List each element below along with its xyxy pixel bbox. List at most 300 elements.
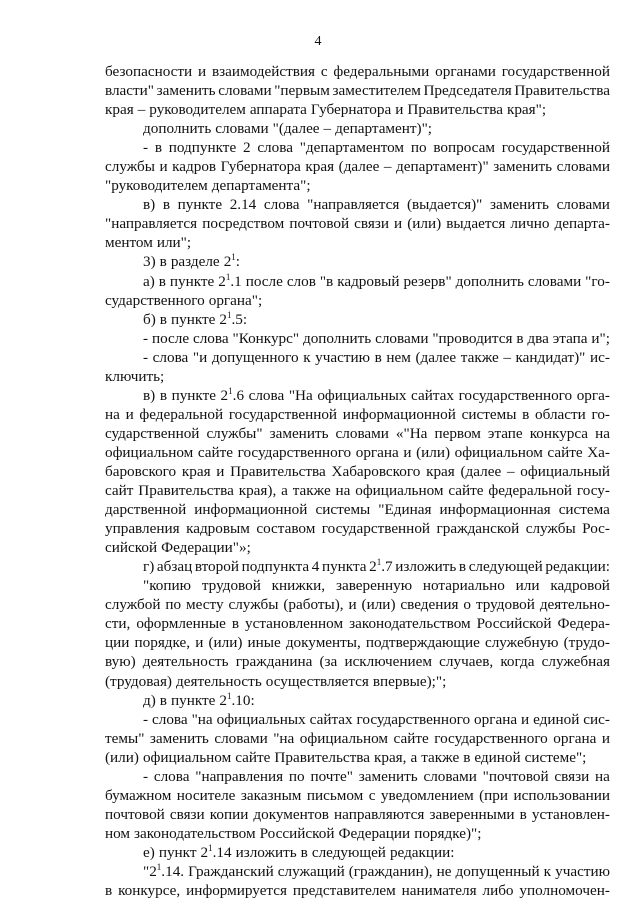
word: Федерации xyxy=(338,824,411,842)
word: в xyxy=(231,615,240,633)
text-line xyxy=(105,710,610,729)
word: участию xyxy=(315,348,370,366)
word: представителем xyxy=(292,882,396,900)
word: установленном xyxy=(245,615,344,633)
word: пункт xyxy=(158,843,197,861)
word: носителе xyxy=(176,786,236,804)
word: нотариально xyxy=(422,577,505,595)
document-body xyxy=(105,62,610,900)
text-line xyxy=(105,119,610,138)
word: - xyxy=(143,710,149,728)
word: ном xyxy=(105,824,131,842)
word: департамент)"; xyxy=(335,120,433,138)
word: $2^1.7$ xyxy=(369,557,393,576)
word: посредством xyxy=(202,215,285,233)
word: редакции: xyxy=(389,843,455,861)
word: в xyxy=(154,139,162,157)
word: государственной xyxy=(501,63,610,80)
word: пункте xyxy=(170,310,216,328)
word: на xyxy=(105,405,120,423)
word: органа xyxy=(355,443,399,461)
word: Российской xyxy=(259,824,335,842)
word: сайте xyxy=(393,729,429,747)
word: направляются xyxy=(334,805,425,823)
word: заменить xyxy=(493,158,553,176)
word: $2^1.5$: xyxy=(219,309,248,328)
word: подтверждающие xyxy=(365,634,480,652)
word: словами xyxy=(335,424,389,442)
word: "в xyxy=(319,272,334,290)
word: с xyxy=(368,786,376,804)
word: гражданской xyxy=(436,520,520,538)
word: официальном xyxy=(105,443,194,461)
word: государственного xyxy=(356,710,471,728)
word: заказным xyxy=(240,786,302,804)
word: г) xyxy=(143,558,155,576)
word: (или) xyxy=(416,443,451,461)
word: сайте xyxy=(235,748,271,766)
word: также xyxy=(460,348,499,366)
word: в) xyxy=(143,386,156,404)
word: заменить xyxy=(269,424,329,442)
word: слова xyxy=(152,348,189,366)
word: трудовой xyxy=(475,596,535,614)
word: края xyxy=(181,462,211,480)
text-line xyxy=(105,519,610,538)
word: сударственного xyxy=(105,291,205,309)
word: в xyxy=(519,805,527,823)
word: после xyxy=(151,329,190,347)
word: пункта xyxy=(321,558,367,576)
word: в xyxy=(522,405,530,423)
word: не xyxy=(436,862,452,880)
word: информируется xyxy=(186,882,287,900)
word: абзац xyxy=(156,558,193,576)
word: "Конкурс" xyxy=(232,329,300,347)
word: информационной xyxy=(342,405,456,423)
word: управления xyxy=(105,520,180,538)
word: системы xyxy=(461,405,517,423)
word: $2^1.14$ xyxy=(200,842,232,861)
word: и xyxy=(348,596,357,614)
word: резерв" xyxy=(403,272,452,290)
word: департамент)" xyxy=(396,158,489,176)
word: на xyxy=(595,767,610,785)
word: законодательством xyxy=(349,615,471,633)
text-line xyxy=(105,348,610,367)
word: (работы), xyxy=(283,596,344,614)
word: составом xyxy=(256,520,316,538)
word: ис- xyxy=(589,348,610,366)
word: Ха- xyxy=(587,443,610,461)
word: заверенными xyxy=(429,805,515,823)
word: сайте xyxy=(197,443,234,461)
word: системе"; xyxy=(524,748,587,766)
word: пункте xyxy=(169,272,215,290)
word: Правительства xyxy=(138,482,234,500)
word: – xyxy=(383,158,392,176)
word: власти" xyxy=(105,82,154,100)
word: ключить; xyxy=(105,367,165,385)
word: б) xyxy=(143,310,156,328)
text-line xyxy=(105,595,610,614)
word: слова xyxy=(248,386,285,404)
text-line xyxy=(105,786,610,805)
word: области xyxy=(535,405,586,423)
word: органа xyxy=(553,729,597,747)
word: вопросам xyxy=(433,139,495,157)
word: ментом xyxy=(105,234,153,252)
word: случаев, xyxy=(439,653,494,671)
word: официальном xyxy=(142,748,232,766)
word: (или) xyxy=(105,748,139,766)
word: баровского xyxy=(105,462,177,480)
word: связи xyxy=(169,805,205,823)
word: в xyxy=(463,748,471,766)
text-line xyxy=(105,443,610,462)
word: деятельно- xyxy=(539,596,610,614)
word: словами xyxy=(375,329,429,347)
word: копии xyxy=(209,805,249,823)
text-line xyxy=(105,767,610,786)
word: участию xyxy=(555,862,610,880)
word: в) xyxy=(143,196,156,214)
word: федеральной xyxy=(139,405,224,423)
word: словами xyxy=(214,729,268,747)
word: 4 xyxy=(311,558,320,576)
text-line xyxy=(105,367,610,386)
word: почте" xyxy=(310,767,353,785)
word: порядке, xyxy=(134,634,191,652)
word: (выдается)" xyxy=(406,196,483,214)
text-line xyxy=(105,81,610,100)
word: официальных xyxy=(216,710,306,728)
word: сайте xyxy=(448,482,484,500)
word: (при xyxy=(479,786,509,804)
word: также xyxy=(421,748,460,766)
word: и xyxy=(216,462,225,480)
text-line xyxy=(105,614,610,633)
text-line xyxy=(105,310,610,329)
word: нанимателя xyxy=(401,882,477,900)
word: 2 xyxy=(242,139,251,157)
word: безопасности xyxy=(105,63,193,80)
word: на xyxy=(595,424,610,442)
word: словами xyxy=(527,272,582,290)
word: (трудовая) xyxy=(105,672,172,690)
word: деятельность xyxy=(176,672,262,690)
word: осуществляется xyxy=(265,672,369,690)
word: сти, xyxy=(105,615,131,633)
word: сайтах xyxy=(411,386,454,404)
word: го- xyxy=(591,405,610,423)
word: и"; xyxy=(591,329,610,347)
word: а xyxy=(281,482,288,500)
word: сайтах xyxy=(309,710,353,728)
word: края, xyxy=(373,748,407,766)
word: в xyxy=(159,386,167,404)
word: "го- xyxy=(585,272,610,290)
text-line xyxy=(105,62,610,81)
word: службы xyxy=(105,158,155,176)
word: департа- xyxy=(554,215,610,233)
word: Правительства xyxy=(274,748,370,766)
word: по xyxy=(410,139,427,157)
word: - xyxy=(143,767,149,785)
word: темы" xyxy=(105,729,145,747)
word: (трудо- xyxy=(563,634,610,652)
word: месту xyxy=(186,596,224,614)
word: (или) xyxy=(407,215,442,233)
word: документов xyxy=(253,805,329,823)
text-line xyxy=(105,805,610,824)
word: заменить xyxy=(156,82,216,100)
page-number: 4 xyxy=(314,34,322,49)
word: бумажном xyxy=(105,786,172,804)
text-line xyxy=(105,195,610,214)
word: официальном xyxy=(454,443,543,461)
word: государственного xyxy=(237,443,352,461)
word: дополнить xyxy=(302,329,372,347)
word: или xyxy=(515,577,540,595)
text-line xyxy=(105,557,610,576)
word: словами xyxy=(218,82,272,100)
word: "$2^1.14$. xyxy=(143,861,185,880)
text-line xyxy=(105,329,610,348)
text-line xyxy=(105,138,610,157)
word: сведения xyxy=(400,596,459,614)
word: следующей xyxy=(468,558,543,576)
text-line xyxy=(105,176,610,195)
word: (далее xyxy=(460,462,502,480)
word: дарственной xyxy=(105,501,187,519)
word: этапа xyxy=(552,329,588,347)
word: служебная xyxy=(541,653,610,671)
word: на xyxy=(335,482,351,500)
word: и xyxy=(394,215,403,233)
word: второй xyxy=(194,558,239,576)
word: впервые);"; xyxy=(372,672,447,690)
text-line xyxy=(105,214,610,233)
word: в xyxy=(162,196,171,214)
word: и xyxy=(601,729,610,747)
word: уведомлением xyxy=(380,786,474,804)
word: службы" xyxy=(206,424,263,442)
word: государственного xyxy=(458,386,573,404)
word: уполномочен- xyxy=(519,882,610,900)
word: гражданина xyxy=(235,653,313,671)
word: сийской xyxy=(105,539,158,557)
word: дополнить xyxy=(143,120,212,138)
word: слова xyxy=(257,139,293,157)
word: в xyxy=(159,691,167,709)
word: в xyxy=(159,253,167,271)
word: руководителем xyxy=(149,101,246,119)
word: оформленные xyxy=(136,615,226,633)
text-line xyxy=(105,157,610,176)
word: государственной xyxy=(501,139,610,157)
word: пункте xyxy=(171,386,216,404)
word: края"; xyxy=(506,101,547,119)
word: Правительства xyxy=(514,82,610,100)
text-line xyxy=(105,462,610,481)
text-line xyxy=(105,576,610,595)
word: деятельность xyxy=(142,653,229,671)
word: департамента"; xyxy=(211,177,311,195)
word: е) xyxy=(143,843,155,861)
word: – xyxy=(506,462,515,480)
word: письмом xyxy=(306,786,364,804)
word: в xyxy=(159,310,167,328)
text-line xyxy=(105,424,610,443)
word: порядке)"; xyxy=(414,824,482,842)
word: и xyxy=(403,443,412,461)
word: федеральными xyxy=(333,63,430,80)
word: словами xyxy=(423,767,477,785)
word: документы, xyxy=(285,634,361,652)
word: и xyxy=(195,634,204,652)
word: "на xyxy=(273,729,295,747)
word: связи xyxy=(554,767,590,785)
text-line xyxy=(105,862,610,881)
word: (или) xyxy=(208,634,243,652)
word: орга- xyxy=(576,386,610,404)
word: и xyxy=(395,101,404,119)
word: "департаментом xyxy=(299,139,405,157)
word: этапе xyxy=(487,424,523,442)
word: единой xyxy=(474,748,521,766)
word: вую) xyxy=(105,653,136,671)
text-line xyxy=(105,824,610,843)
text-line xyxy=(105,633,610,652)
word: словами xyxy=(215,120,269,138)
word: исключением xyxy=(344,653,433,671)
text-line xyxy=(105,252,610,271)
word: службы xyxy=(525,520,576,538)
word: Хабаровского xyxy=(331,462,421,480)
word: по xyxy=(165,596,182,614)
word: заверенную xyxy=(335,577,413,595)
text-line xyxy=(105,500,610,519)
word: почтовой xyxy=(105,805,165,823)
word: когда xyxy=(500,653,535,671)
word: службой xyxy=(105,596,161,614)
word: трудовой xyxy=(201,577,261,595)
word: служащий xyxy=(277,862,345,880)
word: кандидат)" xyxy=(515,348,586,366)
word: органами xyxy=(435,63,496,80)
word: официальный xyxy=(520,462,610,480)
word: по xyxy=(288,767,305,785)
word: иные xyxy=(247,634,281,652)
word: в xyxy=(458,558,467,576)
word: органа"; xyxy=(208,291,263,309)
word: единой xyxy=(533,710,580,728)
word: пункте xyxy=(170,691,216,709)
word: Рос- xyxy=(582,520,610,538)
text-line xyxy=(105,481,610,500)
word: подпункта xyxy=(241,558,310,576)
word: к xyxy=(303,348,311,366)
word: "проводится xyxy=(432,329,513,347)
word: в xyxy=(105,882,113,900)
text-line xyxy=(105,691,610,710)
word: нем xyxy=(386,348,411,366)
word: словами xyxy=(556,158,610,176)
word: после xyxy=(245,272,283,290)
word: системы xyxy=(315,501,371,519)
word: края xyxy=(426,462,455,480)
word: с xyxy=(320,63,328,80)
word: почтовой xyxy=(289,215,350,233)
word: взаимодействия xyxy=(211,63,316,80)
word: лично xyxy=(510,215,550,233)
word: д) xyxy=(143,691,156,709)
word: законодательством xyxy=(134,824,256,842)
word: либо xyxy=(482,882,514,900)
word: края xyxy=(305,158,335,176)
word: государственной xyxy=(228,405,338,423)
word: подпункте xyxy=(168,139,237,157)
word: госу- xyxy=(576,482,610,500)
text-line xyxy=(105,291,610,310)
word: разделе xyxy=(170,253,220,271)
word: и xyxy=(521,710,530,728)
word: Губернатора xyxy=(220,158,301,176)
word: также xyxy=(292,482,331,500)
word: информационная xyxy=(439,501,551,519)
word: заменить xyxy=(490,196,549,214)
word: "(далее xyxy=(272,120,320,138)
word: (или) xyxy=(361,596,396,614)
word: установлен- xyxy=(531,805,610,823)
word: или"; xyxy=(156,234,192,252)
text-line xyxy=(105,233,610,252)
word: а) xyxy=(143,272,155,290)
word: официальном xyxy=(355,482,444,500)
word: сис- xyxy=(583,710,610,728)
word: государственной xyxy=(321,520,431,538)
word: и xyxy=(198,63,207,80)
word: связи xyxy=(354,215,389,233)
word: конкурсе, xyxy=(118,882,181,900)
word: - xyxy=(143,139,149,157)
word: "и xyxy=(192,348,208,366)
word: допущенный xyxy=(455,862,540,880)
word: аппарата xyxy=(249,101,307,119)
word: - xyxy=(143,329,149,347)
word: первом xyxy=(434,424,481,442)
word: заменить xyxy=(358,767,418,785)
word: "направляется xyxy=(105,215,198,233)
word: заместителем xyxy=(332,82,421,100)
word: "направляется xyxy=(307,196,400,214)
word: сайт xyxy=(105,482,134,500)
word: заменить xyxy=(149,729,209,747)
word: $2^1.6$ xyxy=(220,385,245,404)
text-line xyxy=(105,652,610,671)
word: редакции: xyxy=(545,558,610,576)
text-line xyxy=(105,729,610,748)
word: Российской xyxy=(476,615,552,633)
word: о xyxy=(463,596,472,614)
word: система xyxy=(558,501,610,519)
word: "руководителем xyxy=(105,177,208,195)
word: $2^1.1$ xyxy=(218,271,242,290)
word: Федера- xyxy=(557,615,610,633)
word: $2^1$: xyxy=(223,252,241,271)
word: (далее xyxy=(338,158,380,176)
